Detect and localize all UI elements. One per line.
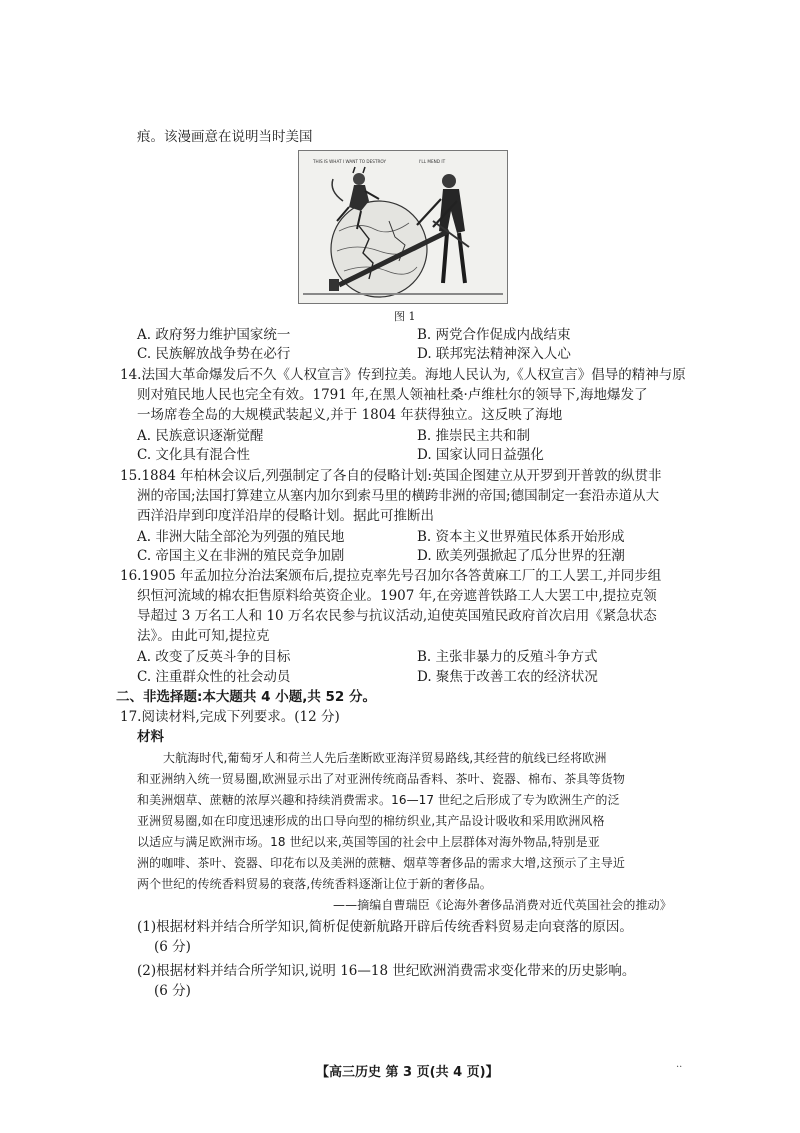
q13-option-a: A. 政府努力维护国家统一 [137,327,291,343]
q15-stem-line-3: 西洋沿岸到印度洋沿岸的侵略计划。据此可推断出 [137,508,434,524]
figure-caption: 图 1 [394,310,416,323]
q17-sub2-line-2: (6 分) [154,983,191,999]
q15-option-d: D. 欧美列强掀起了瓜分世界的狂潮 [417,548,625,564]
political-cartoon-illustration-icon [299,151,507,303]
q16-stem-line-4: 法》。由此可知,提拉克 [137,628,270,644]
q14-stem-line-1: 14.法国大革命爆发后不久《人权宣言》传到拉美。海地人民认为,《人权宣言》倡导的精神与原 [120,367,686,383]
q14-option-b: B. 推崇民主共和制 [417,428,531,444]
q17-sub2-line-1: (2)根据材料并结合所学知识,说明 16—18 世纪欧洲消费需求变化带来的历史影响。 [137,963,636,979]
q17-material-label: 材料 [137,729,164,745]
q13-option-d: D. 联邦宪法精神深入人心 [417,346,571,362]
q16-option-d: D. 聚焦于改善工农的经济状况 [417,669,598,685]
q14-option-a: A. 民族意识逐渐觉醒 [137,428,264,444]
q16-stem-line-1: 16.1905 年孟加拉分治法案颁布后,提拉克率先号召加尔各答黄麻工厂的工人罢工,并同步组 [120,568,662,584]
corner-mark: ·· [676,1062,683,1073]
q15-stem-line-2: 洲的帝国;法国打算建立从塞内加尔到索马里的横跨非洲的帝国;德国制定一套沿赤道从大 [137,488,660,504]
q16-option-c: C. 注重群众性的社会动员 [137,669,291,685]
q17-sub1-line-1: (1)根据材料并结合所学知识,简析促使新航路开辟后传统香料贸易走向衰落的原因。 [137,919,633,935]
political-cartoon-image [298,150,508,304]
q14-option-c: C. 文化具有混合性 [137,447,250,463]
cartoon-right-caption: I'LL MEND IT [419,159,446,164]
q17-material-line-4: 亚洲贸易圈,如在印度迅速形成的出口导向型的棉纺织业,其产品设计吸收和采用欧洲风格 [137,814,605,828]
q15-option-c: C. 帝国主义在非洲的殖民竞争加剧 [137,548,345,564]
q17-material-line-7: 两个世纪的传统香料贸易的衰落,传统香料逐渐让位于新的奢侈品。 [137,877,492,891]
q15-option-a: A. 非洲大陆全部沦为列强的殖民地 [137,529,345,545]
q16-option-b: B. 主张非暴力的反殖斗争方式 [417,649,598,665]
q14-option-d: D. 国家认同日益强化 [417,447,544,463]
q17-sub1-line-2: (6 分) [154,939,191,955]
q17-material-line-5: 以适应与满足欧洲市场。18 世纪以来,英国等国的社会中上层群体对海外物品,特别是亚 [137,835,600,849]
q17-material-line-2: 和亚洲纳入统一贸易圈,欧洲显示出了对亚洲传统商品香料、茶叶、瓷器、棉布、茶具等货物 [137,772,625,786]
q17-material-line-3: 和美洲烟草、蔗糖的浓厚兴趣和持续消费需求。16—17 世纪之后形成了专为欧洲生产的泛 [137,793,620,807]
q16-stem-line-2: 织恒河流域的棉农拒售原料给英资企业。1907 年,在旁遮普铁路工人大罢工中,提拉克领 [137,588,657,604]
q17-stem: 17.阅读材料,完成下列要求。(12 分) [120,709,340,725]
q13-option-c: C. 民族解放战争势在必行 [137,346,291,362]
q13-option-b: B. 两党合作促成内战结束 [417,327,571,343]
q15-stem-line-1: 15.1884 年柏林会议后,列强制定了各自的侵略计划:英国企图建立从开罗到开普敦的纵贯非 [120,468,662,484]
q14-stem-line-3: 一场席卷全岛的大规模武装起义,并于 1804 年获得独立。这反映了海地 [137,407,563,423]
q16-stem-line-3: 导超过 3 万名工人和 10 万名农民参与抗议活动,迫使英国殖民政府首次启用《紧急状态 [137,608,657,624]
q17-material-source: ——摘编自曹瑞臣《论海外奢侈品消费对近代英国社会的推动》 [333,898,672,912]
section-2-heading: 二、非选择题:本大题共 4 小题,共 52 分。 [116,689,377,705]
q15-option-b: B. 资本主义世界殖民体系开始形成 [417,529,625,545]
q14-stem-line-2: 则对殖民地人民也完全有效。1791 年,在黑人领袖杜桑·卢维杜尔的领导下,海地爆发了 [137,387,648,403]
cartoon-left-caption: THIS IS WHAT I WANT TO DESTROY [313,159,387,164]
q16-option-a: A. 改变了反英斗争的目标 [137,649,291,665]
question-13-stem-tail: 痕。该漫画意在说明当时美国 [137,129,313,145]
page-footer: 【高三历史 第 3 页(共 4 页)】 [316,1065,499,1080]
q17-material-line-1: 大航海时代,葡萄牙人和荷兰人先后垄断欧亚海洋贸易路线,其经营的航线已经将欧洲 [163,751,607,765]
q17-material-line-6: 洲的咖啡、茶叶、瓷器、印花布以及美洲的蔗糖、烟草等奢侈品的需求大增,这预示了主导近 [137,856,625,870]
